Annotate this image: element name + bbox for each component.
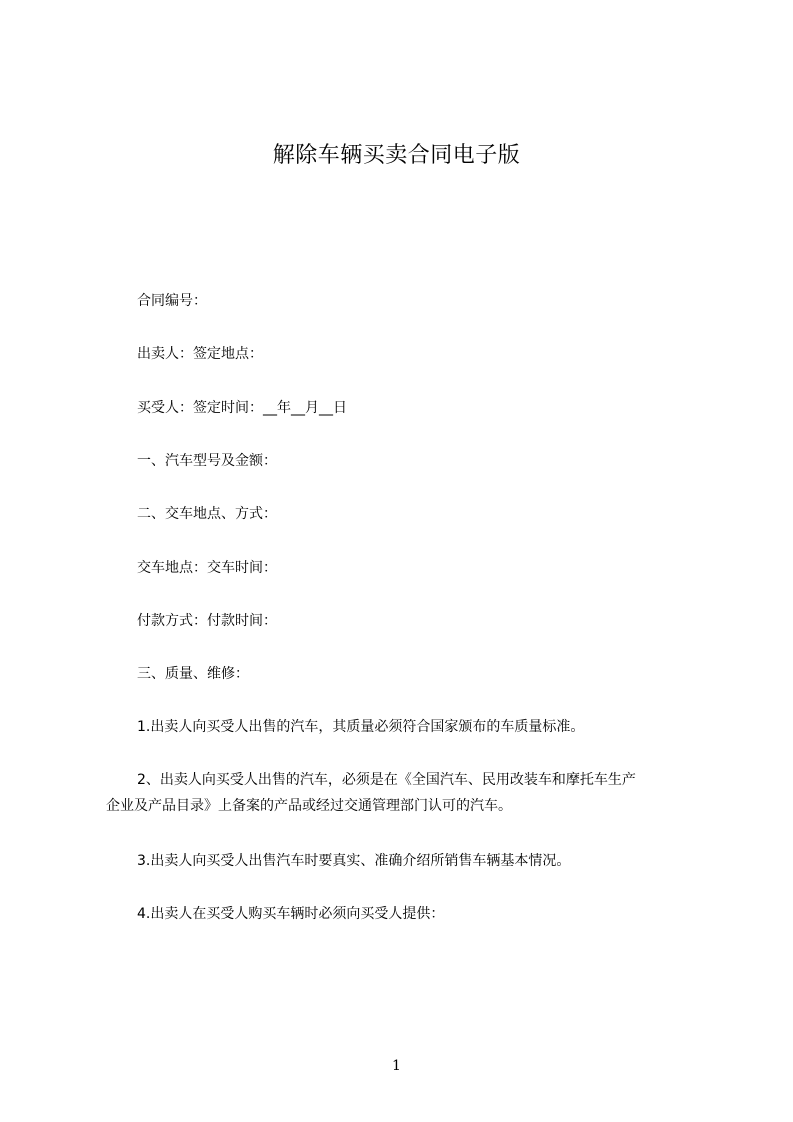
clause-1: 1.出卖人向买受人出售的汽车，其质量必须符合国家颁布的车质量标准。 bbox=[137, 719, 585, 735]
page-number: 1 bbox=[392, 1058, 401, 1074]
clause-4: 4.出卖人在买受人购买车辆时必须向买受人提供： bbox=[137, 906, 445, 922]
delivery-line: 交车地点：交车时间： bbox=[137, 560, 277, 576]
buyer-line: 买受人：签定时间：__年__月__日 bbox=[137, 400, 347, 416]
clause-2-line-1: 2、出卖人向买受人出售的汽车，必须是在《全国汽车、民用改装车和摩托车生产 bbox=[137, 772, 636, 788]
contract-number-line: 合同编号： bbox=[137, 293, 207, 309]
seller-line: 出卖人：签定地点： bbox=[137, 346, 263, 362]
payment-line: 付款方式：付款时间： bbox=[137, 613, 277, 629]
clause-2-line-2: 企业及产品目录》上备案的产品或经过交通管理部门认可的汽车。 bbox=[106, 798, 512, 814]
section-3-heading: 三、质量、维修： bbox=[137, 666, 249, 682]
section-2-heading: 二、交车地点、方式： bbox=[137, 506, 277, 522]
clause-3: 3.出卖人向买受人出售汽车时要真实、准确介绍所销售车辆基本情况。 bbox=[137, 853, 571, 869]
section-1-heading: 一、汽车型号及金额： bbox=[137, 453, 277, 469]
document-title: 解除车辆买卖合同电子版 bbox=[272, 143, 521, 168]
